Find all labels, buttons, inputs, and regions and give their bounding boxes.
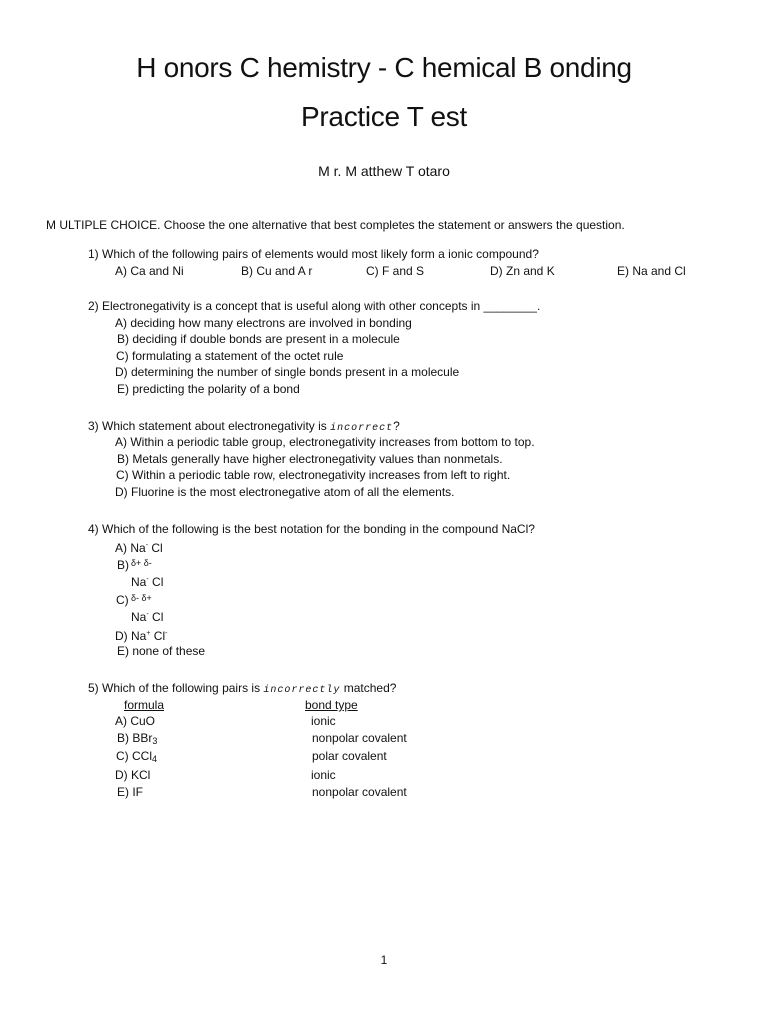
q5-stem-post: matched? <box>340 681 397 695</box>
q5-b-formula-sub: 3 <box>152 736 158 746</box>
q5-row-e-bond: nonpolar covalent <box>312 785 407 799</box>
q4-option-b-formula <box>131 572 163 590</box>
q4-a-dash: - <box>145 542 149 549</box>
q4-b-cl: Cl <box>148 575 164 589</box>
q1-stem: 1) Which of the following pairs of elements would most likely form a ionic compound? <box>88 247 539 261</box>
q4-c-cl: Cl <box>148 610 164 624</box>
q4-c-na: Na <box>131 610 147 624</box>
q4-d-plus: + <box>146 630 151 637</box>
q4-d-label: D) Na <box>115 629 147 643</box>
q1-option-a: A) Ca and Ni <box>115 264 184 278</box>
author: M r. M atthew T otaro <box>318 163 450 179</box>
q5-stem-pre: 5) Which of the following pairs is <box>88 681 264 695</box>
q2-option-a: A) deciding how many electrons are involved in bonding <box>115 316 412 330</box>
q4-a-cl: Cl <box>148 541 163 555</box>
q2-option-e: E) predicting the polarity of a bond <box>117 382 300 396</box>
q5-row-a-bond: ionic <box>311 714 336 728</box>
q3-stem-pre: 3) Which statement about electronegativity is <box>88 419 331 433</box>
q5-c-formula-text: C) CCl <box>116 749 152 763</box>
q1-option-c: C) F and S <box>366 264 425 278</box>
q3-option-d: D) Fluorine is the most electronegative atom of all the elements. <box>115 485 455 499</box>
q4-b-na: Na <box>131 575 147 589</box>
q1-option-e: E) Na and Cl <box>617 264 686 278</box>
q4-a-label: A) Na <box>115 541 146 555</box>
q3-option-c: C) Within a periodic table row, electronegativity increases from left to right. <box>116 468 511 482</box>
q5-b-formula-text: B) BBr <box>117 731 153 745</box>
q4-option-a <box>115 538 163 556</box>
q4-option-b-label: B) <box>117 558 129 572</box>
q4-option-d <box>115 626 167 644</box>
q5-row-c-formula <box>116 748 157 767</box>
q2-option-b: B) deciding if double bonds are present in a molecule <box>117 332 400 346</box>
q3-option-a: A) Within a periodic table group, electronegativity increases from bottom to top. <box>115 435 535 449</box>
title-line-2: Practice T est <box>301 101 467 132</box>
q4-option-b-partial-charges: δ+ δ- <box>131 558 152 568</box>
q3-option-b: B) Metals generally have higher electronegativity values than nonmetals. <box>117 452 503 466</box>
q5-a-formula-text: A) CuO <box>115 714 156 728</box>
q4-option-c-partial-charges: δ- δ+ <box>131 593 152 603</box>
title-line-1: H onors C hemistry - C hemical B onding <box>136 52 632 83</box>
q5-row-b-bond: nonpolar covalent <box>312 731 407 745</box>
q4-option-e: E) none of these <box>117 644 206 658</box>
q4-b-dash: - <box>146 576 149 583</box>
instructions: M ULTIPLE CHOICE. Choose the one alternative that best completes the statement or answers the question. <box>46 218 625 232</box>
page-number: 1 <box>380 953 388 967</box>
q5-header-bond-type: bond type <box>305 698 358 712</box>
q4-c-dash: - <box>146 611 149 618</box>
q1-option-b: B) Cu and A r <box>241 264 313 278</box>
q2-option-d: D) determining the number of single bonds present in a molecule <box>115 365 460 379</box>
q4-option-c-label: C) <box>116 593 129 607</box>
q1-option-d: D) Zn and K <box>490 264 555 278</box>
q5-d-formula-text: D) KCl <box>115 768 151 782</box>
q3-stem-post: ? <box>393 419 400 433</box>
q5-row-b-formula <box>117 730 157 749</box>
q3-stem-emphasis: incorrect <box>330 423 394 434</box>
q5-row-e-formula <box>117 784 143 803</box>
q2-option-c: C) formulating a statement of the octet rule <box>116 349 344 363</box>
q5-stem-emphasis: incorrectly <box>263 685 341 696</box>
q4-option-c-formula <box>131 607 163 625</box>
q5-row-c-bond: polar covalent <box>312 749 387 763</box>
q2-stem: 2) Electronegativity is a concept that is useful along with other concepts in ________. <box>88 299 541 313</box>
q5-e-formula-text: E) IF <box>117 785 143 799</box>
q4-d-cl: Cl <box>150 629 166 643</box>
q5-row-d-bond: ionic <box>311 768 336 782</box>
q5-c-formula-sub: 4 <box>152 754 158 764</box>
q4-d-minus: - <box>165 630 168 637</box>
q5-header-formula: formula <box>124 698 165 712</box>
q4-stem: 4) Which of the following is the best notation for the bonding in the compound NaCl? <box>88 522 535 536</box>
